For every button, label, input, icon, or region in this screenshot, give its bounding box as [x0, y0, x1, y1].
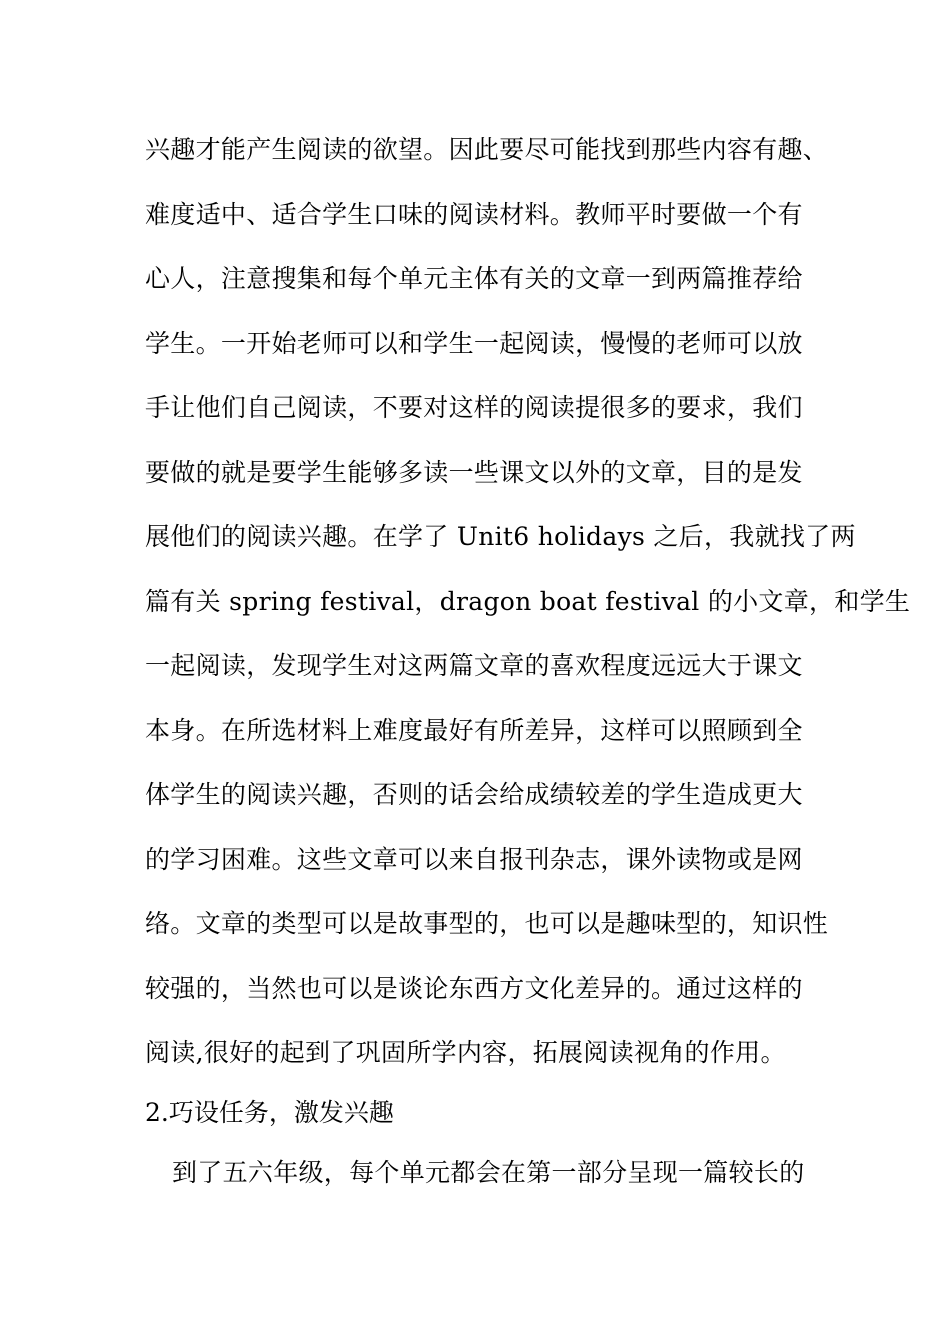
paragraph-line: 阅读,很好的起到了巩固所学内容，拓展阅读视角的作用。: [145, 1038, 786, 1067]
paragraph-line: 到了五六年级，每个单元都会在第一部分呈现一篇较长的: [172, 1158, 805, 1187]
paragraph-line: 难度适中、适合学生口味的阅读材料。教师平时要做一个有: [145, 200, 803, 229]
paragraph-line: 本身。在所选材料上难度最好有所差异，这样可以照顾到全: [145, 716, 803, 745]
paragraph-line: 兴趣才能产生阅读的欲望。因此要尽可能找到那些内容有趣、: [145, 135, 829, 164]
paragraph-line: 的学习困难。这些文章可以来自报刊杂志，课外读物或是网: [145, 845, 803, 874]
paragraph-line: 学生。一开始老师可以和学生一起阅读，慢慢的老师可以放: [145, 329, 803, 358]
section-heading: 2.巧设任务，激发兴趣: [145, 1098, 394, 1127]
paragraph-line: 要做的就是要学生能够多读一些课文以外的文章，目的是发: [145, 458, 803, 487]
paragraph-line: 篇有关 spring festival，dragon boat festival 的小文章，和学生: [145, 587, 911, 616]
paragraph-line: 心人，注意搜集和每个单元主体有关的文章一到两篇推荐给: [145, 264, 803, 293]
paragraph-line: 一起阅读，发现学生对这两篇文章的喜欢程度远远大于课文: [145, 651, 803, 680]
paragraph-line: 手让他们自己阅读，不要对这样的阅读提很多的要求，我们: [145, 393, 803, 422]
paragraph-line: 络。文章的类型可以是故事型的，也可以是趣味型的，知识性: [145, 909, 829, 938]
paragraph-line: 较强的，当然也可以是谈论东西方文化差异的。通过这样的: [145, 974, 803, 1003]
paragraph-line: 体学生的阅读兴趣，否则的话会给成绩较差的学生造成更大: [145, 780, 803, 809]
paragraph-line: 展他们的阅读兴趣。在学了 Unit6 holidays 之后，我就找了两: [145, 522, 856, 551]
